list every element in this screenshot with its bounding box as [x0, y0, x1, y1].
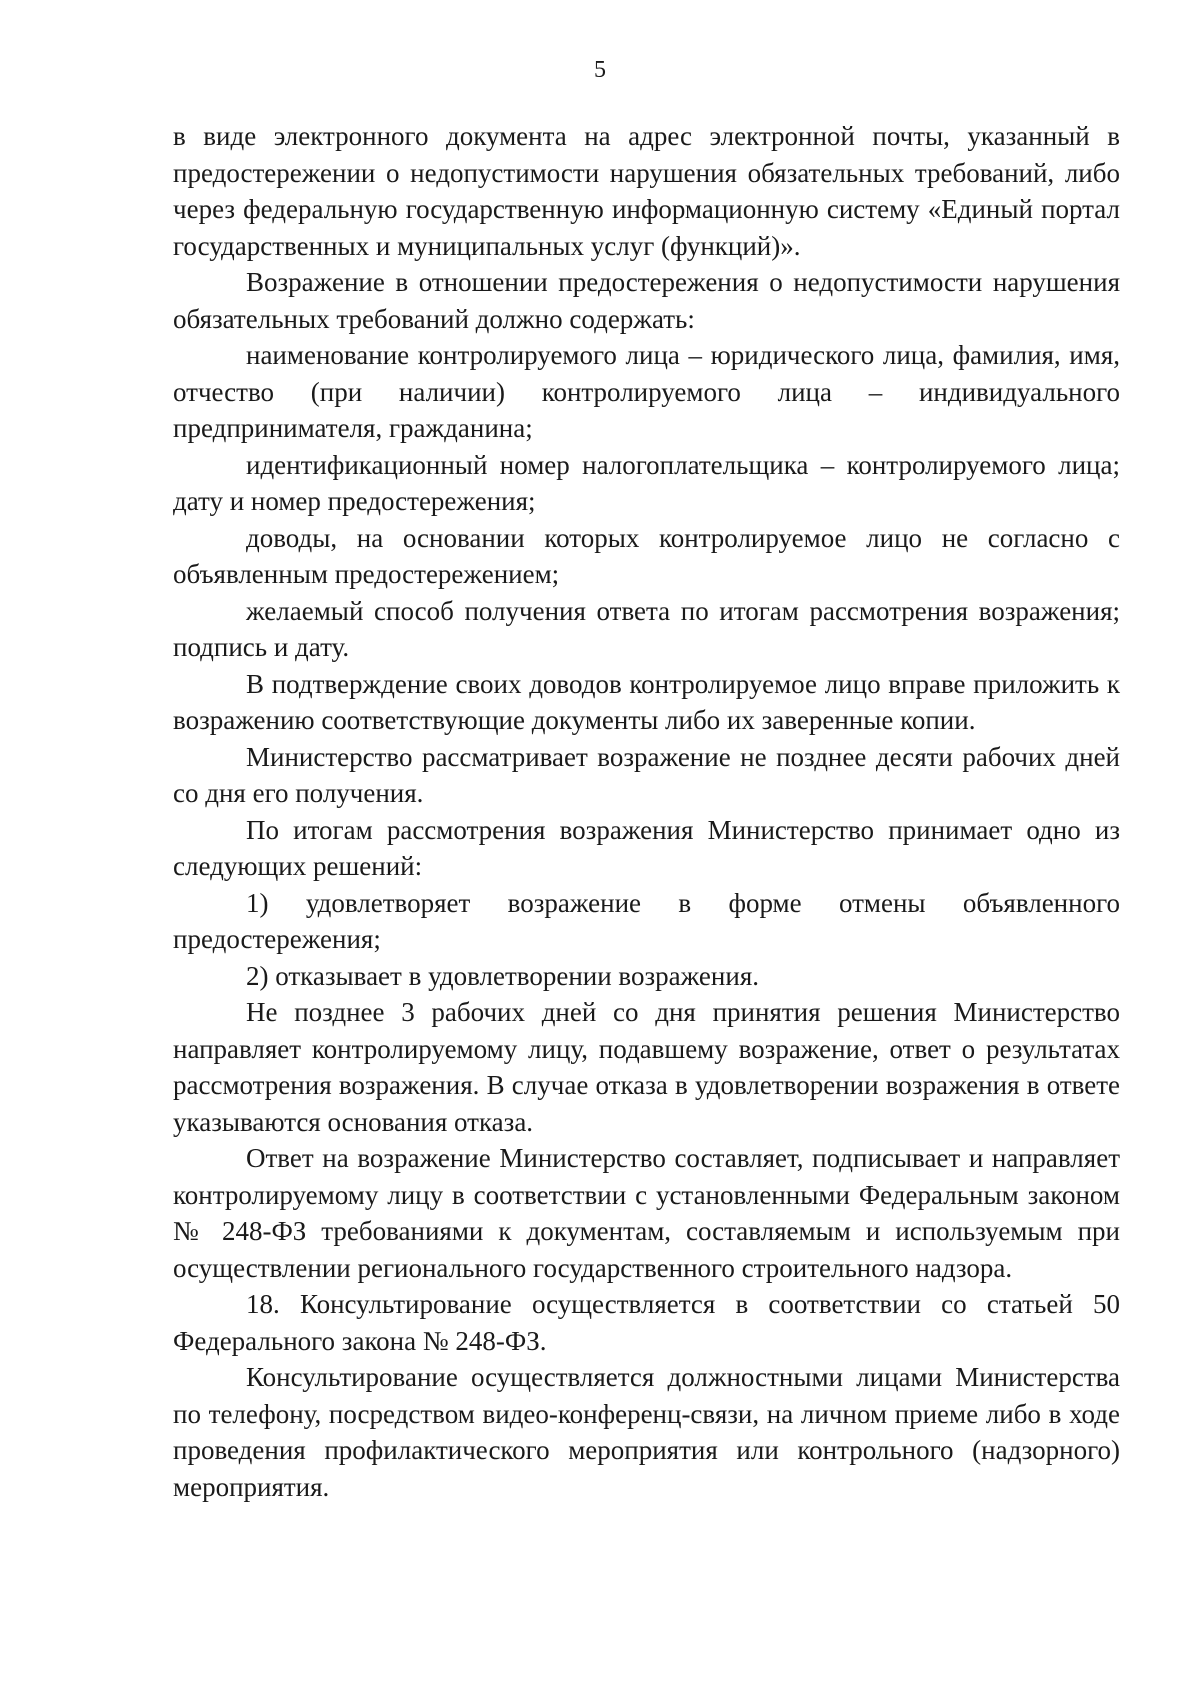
paragraph: Ответ на возражение Министерство составляет, подписывает и направляет контролируемому лицу в соответствии с установленными Федеральным законом № 248-ФЗ требованиями к документам, составляемым и используемым при осуществлении регионального государственного строительного надзора. — [173, 1143, 1120, 1283]
paragraph: Консультирование осуществляется должностными лицами Министерства по телефону, посредством видео-конференц-связи, на личном приеме либо в ходе проведения профилактического мероприятия или контрольного (надзорного) мероприятия. — [173, 1362, 1120, 1502]
paragraph: 2) отказывает в удовлетворении возражения. — [246, 960, 759, 991]
paragraph: В подтверждение своих доводов контролируемое лицо вправе приложить к возражению соответствующие документы либо их заверенные копии. — [173, 668, 1120, 735]
paragraph: Возражение в отношении предостережения о недопустимости нарушения обязательных требований должно содержать: — [173, 267, 1120, 334]
paragraph: Министерство рассматривает возражение не позднее десяти рабочих дней со дня его получения. — [173, 741, 1120, 808]
page-number: 5 — [594, 57, 606, 83]
paragraph: 1) удовлетворяет возражение в форме отмены объявленного предостережения; — [173, 887, 1120, 954]
paragraph: в виде электронного документа на адрес электронной почты, указанный в предостережении о недопустимости нарушения обязательных требований, либо через федеральную государственную информационную систему «Единый портал государственных и муниципальных услуг (функций)». — [173, 121, 1120, 261]
paragraph: наименование контролируемого лица – юридического лица, фамилия, имя, отчество (при наличии) контролируемого лица – индивидуального предпринимателя, гражданина; — [173, 340, 1120, 443]
paragraph: доводы, на основании которых контролируемое лицо не согласно с объявленным предостережением; — [173, 522, 1120, 589]
paragraph: 18. Консультирование осуществляется в соответствии со статьей 50 Федерального закона № 248-ФЗ. — [173, 1289, 1120, 1356]
paragraph: идентификационный номер налогоплательщика – контролируемого лица; дату и номер предостережения; — [173, 449, 1120, 516]
paragraph: желаемый способ получения ответа по итогам рассмотрения возражения; подпись и дату. — [173, 595, 1120, 662]
document-body — [173, 118, 1120, 1505]
paragraph: По итогам рассмотрения возражения Министерство принимает одно из следующих решений: — [173, 814, 1120, 881]
paragraph: Не позднее 3 рабочих дней со дня принятия решения Министерство направляет контролируемому лицу, подавшему возражение, ответ о результатах рассмотрения возражения. В случае отказа в удовлетворении возражения в ответе указываются основания отказа. — [173, 997, 1120, 1137]
